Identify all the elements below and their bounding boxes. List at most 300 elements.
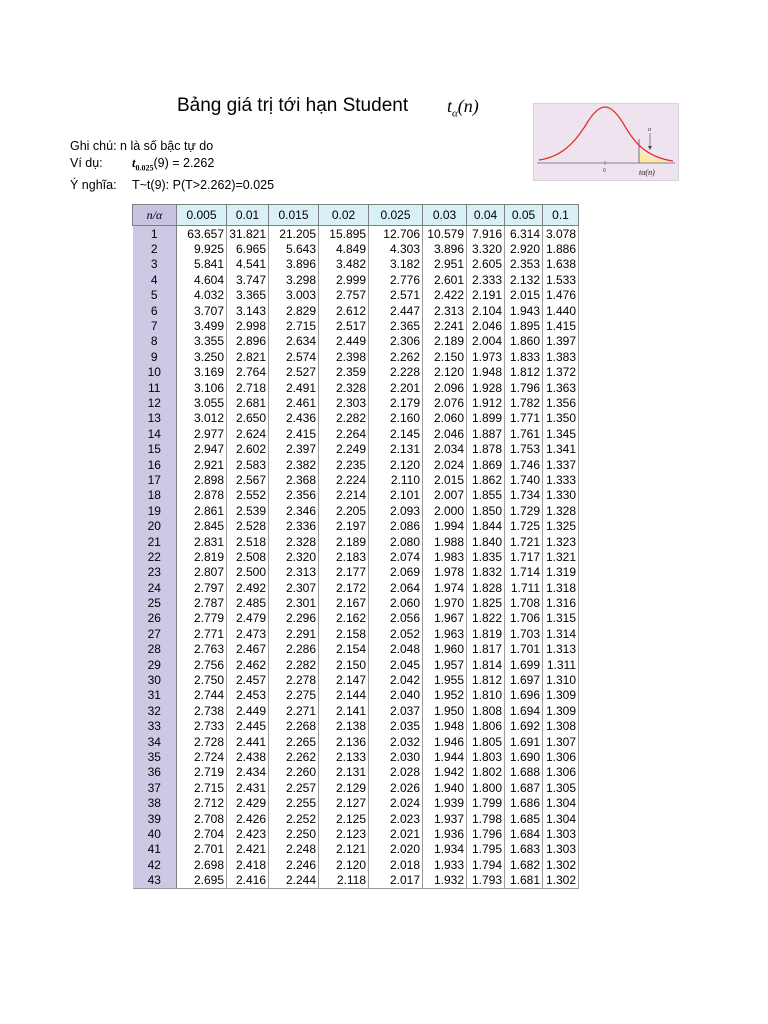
critical-value-cell: 15.895 [319,226,369,242]
table-row [133,226,579,242]
critical-value-cell: 2.255 [269,795,319,810]
critical-value-cell: 2.035 [369,719,423,734]
critical-value-cell: 3.003 [269,288,319,303]
critical-value-cell: 2.763 [177,642,227,657]
critical-value-cell: 1.305 [543,780,579,795]
critical-value-cell: 2.056 [369,611,423,626]
critical-value-cell: 2.268 [269,719,319,734]
critical-value-cell: 2.359 [319,365,369,380]
table-row [133,457,579,472]
degrees-of-freedom-cell: 41 [133,842,177,857]
critical-value-cell: 1.862 [467,472,505,487]
critical-value-cell: 1.333 [543,472,579,487]
critical-value-cell: 31.821 [227,226,269,242]
critical-value-cell: 2.485 [227,595,269,610]
critical-value-cell: 1.844 [467,518,505,533]
critical-value-cell: 2.744 [177,688,227,703]
critical-value-cell: 2.457 [227,672,269,687]
critical-value-cell: 3.499 [177,318,227,333]
critical-value-cell: 5.841 [177,257,227,272]
critical-value-cell: 1.356 [543,395,579,410]
critical-value-cell: 2.921 [177,457,227,472]
critical-value-cell: 1.988 [423,534,467,549]
critical-value-cell: 2.574 [269,349,319,364]
critical-value-cell: 1.850 [467,503,505,518]
table-row [133,703,579,718]
critical-value-cell: 2.162 [319,611,369,626]
critical-value-cell: 2.757 [319,288,369,303]
critical-value-cell: 3.250 [177,349,227,364]
critical-value-cell: 1.638 [543,257,579,272]
critical-value-cell: 2.552 [227,488,269,503]
critical-value-cell: 2.634 [269,334,319,349]
critical-value-cell: 2.160 [369,411,423,426]
critical-value-cell: 1.808 [467,703,505,718]
critical-value-cell: 1.717 [505,549,543,564]
critical-value-cell: 1.960 [423,642,467,657]
critical-value-cell: 1.315 [543,611,579,626]
critical-value-cell: 2.328 [319,380,369,395]
critical-value-cell: 1.955 [423,672,467,687]
critical-value-cell: 2.438 [227,749,269,764]
critical-value-cell: 1.314 [543,626,579,641]
table-row [133,580,579,595]
table-row [133,565,579,580]
critical-value-cell: 2.064 [369,580,423,595]
critical-value-cell: 1.967 [423,611,467,626]
critical-value-cell: 2.150 [423,349,467,364]
critical-value-cell: 3.355 [177,334,227,349]
critical-value-cell: 10.579 [423,226,467,242]
critical-value-cell: 2.333 [467,272,505,287]
critical-value-cell: 2.246 [269,857,319,872]
critical-value-cell: 2.052 [369,626,423,641]
critical-value-cell: 1.942 [423,765,467,780]
critical-value-cell: 2.093 [369,503,423,518]
critical-value-cell: 2.447 [369,303,423,318]
critical-value-cell: 1.330 [543,488,579,503]
critical-value-cell: 1.304 [543,811,579,826]
table-row [133,719,579,734]
critical-value-cell: 1.828 [467,580,505,595]
critical-value-cell: 2.831 [177,534,227,549]
critical-value-cell: 1.341 [543,441,579,456]
critical-value-cell: 2.819 [177,549,227,564]
critical-value-cell: 1.703 [505,626,543,641]
critical-value-cell: 1.302 [543,857,579,872]
critical-value-cell: 1.714 [505,565,543,580]
degrees-of-freedom-cell: 33 [133,719,177,734]
critical-value-cell: 1.970 [423,595,467,610]
critical-value-cell: 2.271 [269,703,319,718]
example-symbol-main: t [132,155,136,170]
critical-value-cell: 2.172 [319,580,369,595]
critical-value-cell: 1.696 [505,688,543,703]
table-row [133,765,579,780]
critical-value-cell: 5.643 [269,241,319,256]
critical-value-cell: 1.973 [467,349,505,364]
example-formula [132,155,214,177]
critical-value-cell: 2.074 [369,549,423,564]
critical-value-cell: 2.738 [177,703,227,718]
critical-value-cell: 2.718 [227,380,269,395]
table-row [133,534,579,549]
critical-value-cell: 2.129 [319,780,369,795]
critical-value-cell: 2.045 [369,657,423,672]
degrees-of-freedom-cell: 11 [133,380,177,395]
critical-value-cell: 1.805 [467,734,505,749]
degrees-of-freedom-cell: 34 [133,734,177,749]
critical-value-cell: 2.167 [319,595,369,610]
critical-value-cell: 2.023 [369,811,423,826]
critical-value-cell: 2.336 [269,518,319,533]
degrees-of-freedom-cell: 26 [133,611,177,626]
critical-value-cell: 2.567 [227,472,269,487]
title-symbol-arg: (n) [457,96,479,116]
table-row [133,472,579,487]
critical-value-cell: 2.257 [269,780,319,795]
table-row [133,411,579,426]
critical-value-cell: 1.782 [505,395,543,410]
critical-value-cell: 2.415 [269,426,319,441]
critical-value-cell: 2.179 [369,395,423,410]
critical-value-cell: 1.934 [423,842,467,857]
critical-value-cell: 2.715 [177,780,227,795]
alpha-label: α [648,127,652,133]
critical-value-cell: 2.026 [369,780,423,795]
degrees-of-freedom-cell: 21 [133,534,177,549]
critical-value-cell: 2.291 [269,626,319,641]
critical-value-cell: 2.076 [423,395,467,410]
critical-value-cell: 2.320 [269,549,319,564]
critical-value-cell: 2.356 [269,488,319,503]
critical-value-cell: 1.796 [467,826,505,841]
degrees-of-freedom-cell: 14 [133,426,177,441]
critical-value-cell: 2.120 [319,857,369,872]
critical-value-cell: 1.682 [505,857,543,872]
table-body [133,226,579,889]
critical-value-cell: 2.423 [227,826,269,841]
critical-value-cell: 2.365 [369,318,423,333]
table-row [133,318,579,333]
critical-value-cell: 1.812 [505,365,543,380]
critical-value-cell: 2.733 [177,719,227,734]
critical-value-cell: 2.602 [227,441,269,456]
corner-header: n/α [133,205,177,226]
critical-value-cell: 3.320 [467,241,505,256]
critical-value-cell: 1.318 [543,580,579,595]
degrees-of-freedom-cell: 28 [133,642,177,657]
critical-value-cell: 1.303 [543,842,579,857]
critical-value-cell: 2.191 [467,288,505,303]
table-row [133,780,579,795]
critical-value-cell: 1.822 [467,611,505,626]
critical-value-cell: 2.248 [269,842,319,857]
critical-value-cell: 4.303 [369,241,423,256]
critical-value-cell: 2.436 [269,411,319,426]
critical-value-cell: 2.296 [269,611,319,626]
critical-value-cell: 2.650 [227,411,269,426]
critical-value-cell: 3.298 [269,272,319,287]
critical-value-cell: 2.467 [227,642,269,657]
critical-value-cell: 2.704 [177,826,227,841]
t-distribution-figure [533,103,679,181]
table-row [133,795,579,810]
critical-value-cell: 2.132 [505,272,543,287]
critical-value-cell: 1.321 [543,549,579,564]
critical-value-cell: 2.147 [319,672,369,687]
table-row [133,272,579,287]
critical-value-cell: 2.527 [269,365,319,380]
critical-value-cell: 3.182 [369,257,423,272]
critical-value-cell: 2.712 [177,795,227,810]
critical-value-cell: 1.795 [467,842,505,857]
table-row [133,642,579,657]
critical-value-cell: 2.461 [269,395,319,410]
critical-value-cell: 4.604 [177,272,227,287]
critical-value-cell: 1.701 [505,642,543,657]
critical-value-cell: 1.328 [543,503,579,518]
critical-value-cell: 2.449 [227,703,269,718]
critical-value-cell: 1.734 [505,488,543,503]
critical-value-cell: 2.528 [227,518,269,533]
critical-value-cell: 1.746 [505,457,543,472]
critical-value-cell: 2.133 [319,749,369,764]
critical-value-cell: 1.729 [505,503,543,518]
critical-value-cell: 2.898 [177,472,227,487]
critical-value-cell: 2.262 [269,749,319,764]
critical-value-cell: 2.275 [269,688,319,703]
critical-value-cell: 2.120 [423,365,467,380]
critical-value-cell: 1.806 [467,719,505,734]
critical-value-cell: 1.825 [467,595,505,610]
table-row [133,518,579,533]
critical-value-cell: 2.118 [319,872,369,888]
critical-value-cell: 1.688 [505,765,543,780]
title-symbol-sub: α [452,107,458,120]
critical-value-cell: 2.306 [369,334,423,349]
table-row [133,611,579,626]
critical-value-cell: 1.832 [467,565,505,580]
critical-value-cell: 1.307 [543,734,579,749]
student-t-table [132,204,579,889]
critical-value-cell: 2.042 [369,672,423,687]
critical-value-cell: 1.860 [505,334,543,349]
degrees-of-freedom-cell: 39 [133,811,177,826]
critical-value-cell: 2.015 [505,288,543,303]
critical-value-cell: 2.034 [423,441,467,456]
critical-value-cell: 2.728 [177,734,227,749]
critical-value-cell: 3.747 [227,272,269,287]
table-row [133,288,579,303]
critical-value-cell: 2.282 [319,411,369,426]
critical-value-cell: 2.028 [369,765,423,780]
table-row [133,657,579,672]
table-row [133,303,579,318]
critical-value-cell: 2.313 [423,303,467,318]
critical-value-cell: 2.695 [177,872,227,888]
critical-value-cell: 2.131 [369,441,423,456]
critical-value-cell: 1.706 [505,611,543,626]
table-row [133,734,579,749]
critical-value-cell: 2.698 [177,857,227,872]
critical-value-cell: 1.694 [505,703,543,718]
critical-value-cell: 2.125 [319,811,369,826]
example-row [70,155,274,177]
critical-value-cell: 2.037 [369,703,423,718]
critical-value-cell: 1.383 [543,349,579,364]
critical-value-cell: 2.776 [369,272,423,287]
critical-value-cell: 2.353 [505,257,543,272]
degrees-of-freedom-cell: 43 [133,872,177,888]
critical-value-cell: 2.060 [423,411,467,426]
critical-value-cell: 2.015 [423,472,467,487]
critical-value-cell: 3.169 [177,365,227,380]
critical-value-cell: 2.764 [227,365,269,380]
header-row [133,205,579,226]
critical-value-cell: 1.415 [543,318,579,333]
critical-value-cell: 2.286 [269,642,319,657]
critical-value-cell: 2.445 [227,719,269,734]
critical-value-cell: 2.123 [319,826,369,841]
degrees-of-freedom-cell: 17 [133,472,177,487]
critical-value-cell: 2.999 [319,272,369,287]
degrees-of-freedom-cell: 37 [133,780,177,795]
critical-value-cell: 2.101 [369,488,423,503]
table-row [133,826,579,841]
critical-value-cell: 1.944 [423,749,467,764]
critical-value-cell: 2.715 [269,318,319,333]
critical-value-cell: 3.365 [227,288,269,303]
page-title: Bảng giá trị tới hạn Student [177,95,409,116]
critical-value-cell: 2.807 [177,565,227,580]
critical-value-cell: 12.706 [369,226,423,242]
critical-value-cell: 2.241 [423,318,467,333]
title-symbol-main: t [447,96,453,116]
critical-value-cell: 1.692 [505,719,543,734]
degrees-of-freedom-cell: 3 [133,257,177,272]
critical-value-cell: 1.304 [543,795,579,810]
critical-value-cell: 2.104 [467,303,505,318]
critical-value-cell: 1.887 [467,426,505,441]
critical-value-cell: 2.303 [319,395,369,410]
critical-value-cell: 2.479 [227,611,269,626]
critical-value-cell: 2.244 [269,872,319,888]
alpha-header: 0.025 [369,205,423,226]
critical-value-cell: 1.819 [467,626,505,641]
critical-value-cell: 1.337 [543,457,579,472]
critical-value-cell: 2.158 [319,626,369,641]
critical-value-cell: 2.346 [269,503,319,518]
degrees-of-freedom-cell: 22 [133,549,177,564]
critical-value-cell: 1.948 [423,719,467,734]
figure-background [533,103,679,181]
critical-value-cell: 1.878 [467,441,505,456]
critical-value-cell: 1.936 [423,826,467,841]
critical-value-cell: 2.096 [423,380,467,395]
critical-value-cell: 2.007 [423,488,467,503]
critical-value-cell: 1.323 [543,534,579,549]
degrees-of-freedom-cell: 29 [133,657,177,672]
critical-value-cell: 63.657 [177,226,227,242]
critical-value-cell: 2.571 [369,288,423,303]
degrees-of-freedom-cell: 1 [133,226,177,242]
example-symbol [132,156,153,170]
meaning-text: T~t(9): P(T>2.262)=0.025 [132,177,275,192]
table-row [133,688,579,703]
critical-value-cell: 2.138 [319,719,369,734]
critical-value-cell: 1.308 [543,719,579,734]
critical-value-cell: 1.440 [543,303,579,318]
degrees-of-freedom-cell: 9 [133,349,177,364]
critical-value-cell: 9.925 [177,241,227,256]
critical-value-cell: 6.965 [227,241,269,256]
degrees-of-freedom-cell: 23 [133,565,177,580]
critical-value-cell: 1.306 [543,765,579,780]
critical-value-cell: 2.977 [177,426,227,441]
critical-value-cell: 1.313 [543,642,579,657]
critical-value-cell: 2.141 [319,703,369,718]
critical-value-cell: 2.046 [467,318,505,333]
table-row [133,488,579,503]
critical-value-cell: 2.154 [319,642,369,657]
critical-value-cell: 1.316 [543,595,579,610]
critical-value-cell: 2.500 [227,565,269,580]
critical-value-cell: 2.197 [319,518,369,533]
critical-value-cell: 2.518 [227,534,269,549]
critical-value-cell: 1.697 [505,672,543,687]
critical-value-cell: 2.150 [319,657,369,672]
alpha-header: 0.1 [543,205,579,226]
critical-value-cell: 2.110 [369,472,423,487]
table-row [133,503,579,518]
alpha-header: 0.015 [269,205,319,226]
critical-value-cell: 1.937 [423,811,467,826]
critical-value-cell: 1.311 [543,657,579,672]
critical-value-cell: 1.685 [505,811,543,826]
degrees-of-freedom-cell: 13 [133,411,177,426]
critical-value-cell: 2.453 [227,688,269,703]
example-label: Ví dụ: [70,155,103,170]
critical-value-cell: 1.325 [543,518,579,533]
critical-value-cell: 1.793 [467,872,505,888]
critical-value-cell: 2.048 [369,642,423,657]
critical-value-cell: 1.812 [467,672,505,687]
note-text: n là số bậc tự do [120,139,214,153]
critical-value-cell: 2.136 [319,734,369,749]
critical-value-cell: 1.946 [423,734,467,749]
critical-value-cell: 2.431 [227,780,269,795]
critical-value-cell: 2.878 [177,488,227,503]
critical-value-cell: 2.189 [423,334,467,349]
critical-value-cell: 2.701 [177,842,227,857]
critical-value-cell: 2.397 [269,441,319,456]
degrees-of-freedom-cell: 20 [133,518,177,533]
critical-value-cell: 1.476 [543,288,579,303]
critical-value-cell: 1.833 [505,349,543,364]
critical-value-cell: 1.681 [505,872,543,888]
critical-value-cell: 2.829 [269,303,319,318]
table-row [133,811,579,826]
degrees-of-freedom-cell: 19 [133,503,177,518]
critical-value-cell: 2.491 [269,380,319,395]
critical-value-cell: 2.018 [369,857,423,872]
critical-value-cell: 2.583 [227,457,269,472]
alpha-header: 0.03 [423,205,467,226]
degrees-of-freedom-cell: 35 [133,749,177,764]
critical-value-cell: 2.601 [423,272,467,287]
critical-value-cell: 2.264 [319,426,369,441]
